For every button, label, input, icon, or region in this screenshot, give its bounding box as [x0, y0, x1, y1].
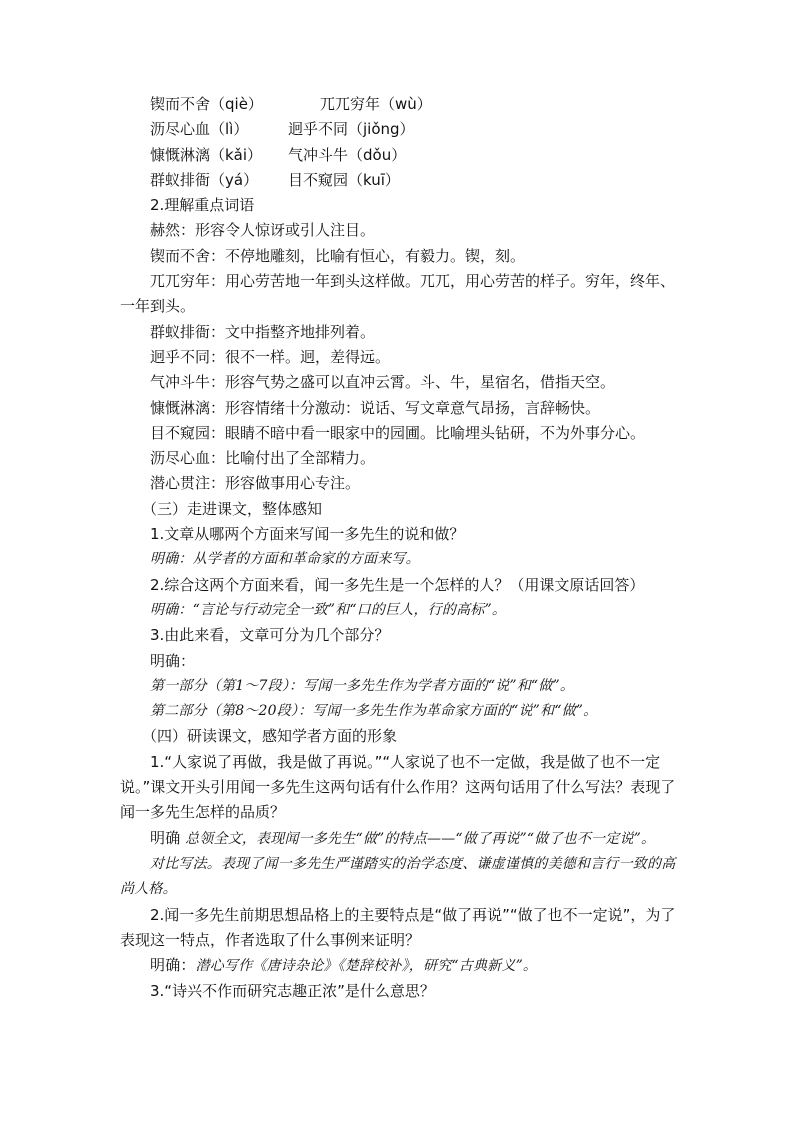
definition-item: 目不窥园：眼睛不暗中看一眼家中的园圃。比喻埋头钻研，不为外事分心。 [150, 423, 646, 442]
answer: 第二部分（第8～20段）：写闻一多先生作为革命家方面的“说”和“做”。 [150, 703, 598, 720]
vocab-term: 群蚁排衙（yá） [150, 170, 259, 189]
answer-text: 潜心写作《唐诗杂论》《楚辞校补》，研究“古典新义”。 [195, 958, 538, 975]
answer-lead: 明确： [150, 651, 196, 670]
answer: 对比写法。表现了闻一多先生严谨踏实的治学态度、谦虚谨慎的美德和言行一致的高尚人格。 [120, 855, 676, 898]
definition-item: 锲而不舍：不停地雕刻，比喻有恒心，有毅力。锲，刻。 [150, 246, 526, 265]
question: 3.由此来看，文章可分为几个部分？ [150, 626, 390, 645]
vocab-term: 兀兀穷年（wù） [320, 95, 432, 113]
document-body [120, 92, 680, 1005]
question: 1.文章从哪两个方面来写闻一多先生的说和做？ [150, 525, 465, 544]
answer [120, 953, 680, 979]
vocab-row [120, 92, 680, 117]
section-heading: 2.理解重点词语 [150, 196, 255, 215]
definition-item: 沥尽心血：比喻付出了全部精力。 [150, 449, 376, 468]
answer: 第一部分（第1～7段）：写闻一多先生作为学者方面的“说”和“做”。 [150, 677, 575, 694]
answer: 明确：“言论与行动完全一致”和“口的巨人，行的高标”。 [150, 601, 507, 618]
vocab-term: 气冲斗牛（dǒu） [288, 145, 407, 164]
question: 1.“人家说了再做，我是做了再说。”“人家说了也不一定做，我是做了也不一定说。”课文开头引用闻一多先生这两句话有什么作用？这两句话用了什么写法？表现了闻一多先生怎样的品质？ [120, 752, 676, 822]
vocab-term: 迥乎不同（jiǒng） [288, 120, 415, 139]
definition-item: 气冲斗牛：形容气势之盛可以直冲云霄。斗、牛，星宿名，借指天空。 [150, 373, 616, 392]
vocab-row [120, 143, 680, 168]
definition-item: 赫然：形容令人惊讶或引人注目。 [150, 221, 376, 240]
question: 2.综合这两个方面来看，闻一多先生是一个怎样的人？（用课文原话回答） [150, 575, 645, 594]
section-heading: （四）研读课文，感知学者方面的形象 [142, 727, 398, 746]
vocab-term: 沥尽心血（lì） [150, 120, 249, 139]
section-four [120, 724, 680, 1004]
question: 3.“诗兴不作而研究志趣正浓”是什么意思？ [150, 982, 435, 1001]
vocab-term: 锲而不舍（qiè） [150, 95, 263, 113]
definition-item: 迥乎不同：很不一样。迥，差得远。 [150, 347, 391, 366]
vocab-row [120, 117, 680, 142]
definition-item: 潜心贯注：形容做事用心专注。 [150, 474, 361, 493]
definition-item: 慷慨淋漓：形容情绪十分激动：说话、写文章意气昂扬，言辞畅快。 [150, 398, 601, 417]
answer [120, 826, 680, 852]
section-heading: （三）走进课文，整体感知 [142, 499, 323, 518]
answer-text: 总领全文，表现闻一多先生“做”的特点——“做了再说”“做了也不一定说”。 [185, 830, 656, 847]
section-three [120, 497, 680, 725]
definition-item: 群蚁排衙：文中指整齐地排列着。 [150, 322, 376, 341]
answer: 明确：从学者的方面和革命家的方面来写。 [150, 551, 420, 568]
vocab-pronunciation-list [120, 92, 680, 193]
vocab-term: 慷慨淋漓（kǎi） [150, 145, 263, 164]
vocab-term: 目不窥园（kuī） [288, 170, 400, 189]
question: 2.闻一多先生前期思想品格上的主要特点是“做了再说”“做了也不一定说”，为了表现这一特点，作者选取了什么事例来证明？ [120, 905, 676, 949]
definition-item: 兀兀穷年：用心劳苦地一年到头这样做。兀兀，用心劳苦的样子。穷年，终年、一年到头。 [120, 272, 676, 316]
answer-lead: 明确： [150, 956, 196, 975]
answer-lead: 明确 [150, 828, 181, 847]
vocab-row [120, 168, 680, 193]
definition-list [120, 218, 680, 496]
